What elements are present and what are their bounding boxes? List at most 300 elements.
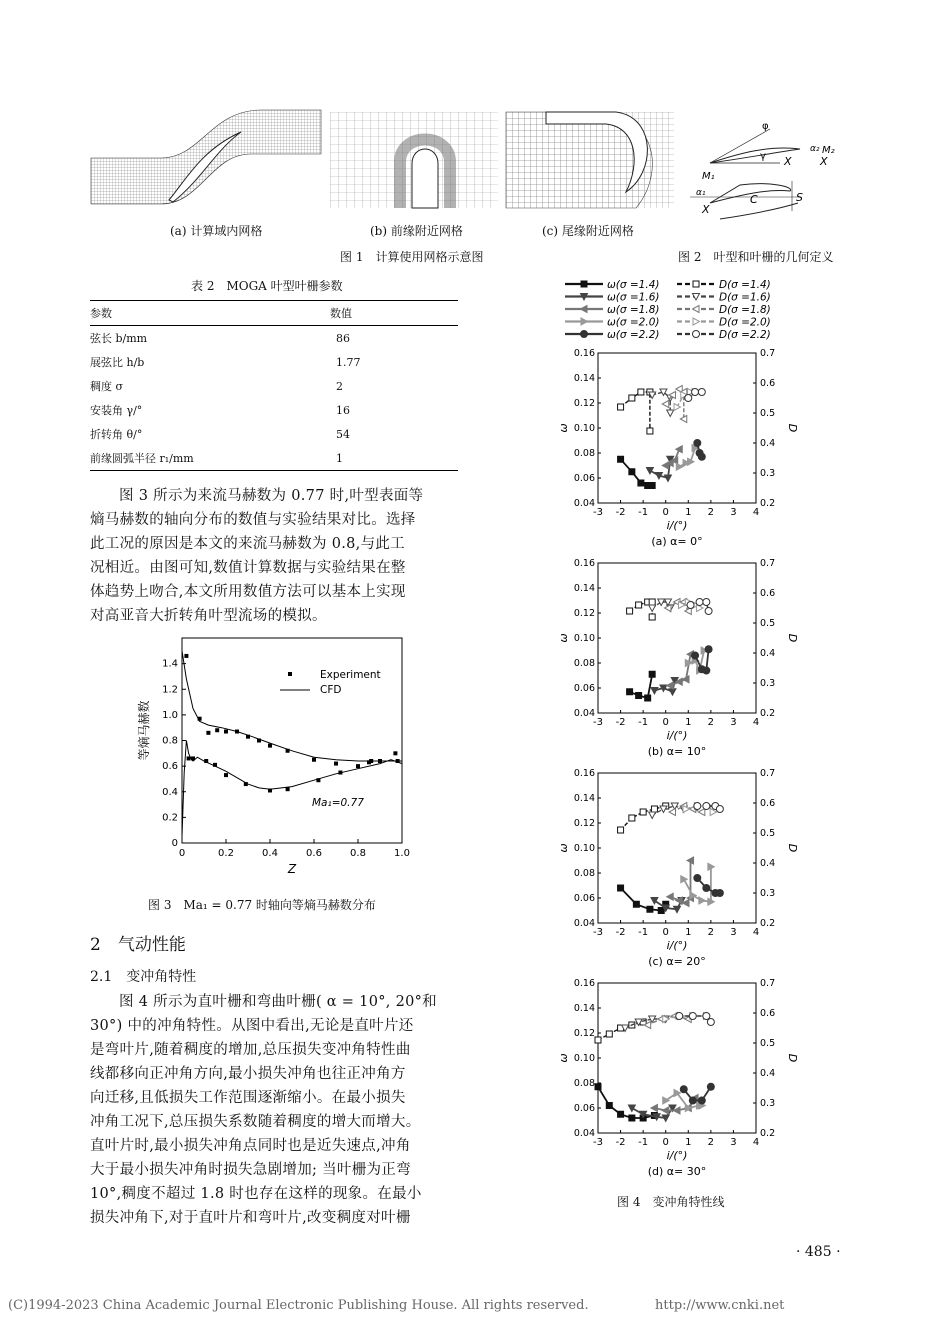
- fig4-x-tick-label: -2: [615, 507, 626, 518]
- paragraph-fig3-description: [90, 484, 462, 628]
- table2-header-value: 数值: [330, 307, 352, 320]
- fig4-legend-label: D(σ =1.4): [719, 279, 771, 291]
- fig4-x-tick-label: -1: [638, 927, 649, 938]
- fig1-mesh-domain: [91, 110, 321, 208]
- table2-value: 1: [336, 451, 343, 465]
- fig4-legend-label: D(σ =1.8): [719, 304, 771, 316]
- fig4-y-tick-label: 0.12: [573, 818, 595, 829]
- fig4-omega-point: [694, 875, 701, 882]
- fig4-y-tick-label: 0.12: [573, 1028, 595, 1039]
- fig3-y-tick-label: 0: [171, 838, 178, 849]
- fig4-x-tick-label: 0: [662, 927, 669, 938]
- fig4-D-point: [694, 803, 701, 810]
- text-line: 线都移向正冲角方向,最小损失冲角也往正冲角方: [90, 1066, 406, 1082]
- fig4-D-point: [618, 827, 624, 833]
- fig4-y-tick-label: 0.10: [573, 1053, 595, 1064]
- table2-value: 54: [336, 427, 350, 441]
- fig4-y2-axis-label: D: [786, 1053, 799, 1063]
- fig1-mesh-leading-edge-drawing: [330, 112, 498, 208]
- fig4-omega-point: [692, 652, 699, 659]
- fig3-x-tick-label: 0: [178, 848, 186, 859]
- fig4-panel-label: (b) α= 10°: [647, 745, 707, 758]
- fig4-y-tick-label: 0.06: [573, 893, 595, 904]
- fig4-omega-point: [647, 906, 653, 912]
- text-line: 是弯叶片,随着稠度的增加,总压损失变冲角特性曲: [90, 1042, 411, 1058]
- fig3-experiment-point: [356, 764, 360, 768]
- table2-header-param: 参数: [90, 307, 112, 320]
- fig4-omega-point: [681, 876, 688, 883]
- fig4-legend-label: ω(σ =1.4): [607, 279, 660, 291]
- section-2-1-title: 2.1 变冲角特性: [90, 969, 197, 985]
- fig4-omega-point: [629, 1115, 635, 1121]
- fig3-x-tick-label: 0.8: [350, 848, 366, 859]
- fig4-omega-point: [669, 689, 676, 696]
- fig4-omega-point: [633, 901, 639, 907]
- fig4-x-tick-label: 3: [730, 1137, 737, 1148]
- fig4-y-tick-label: 0.16: [573, 768, 595, 779]
- fig4-y-tick-label: 0.06: [573, 473, 595, 484]
- fig4-x-tick-label: 3: [730, 927, 737, 938]
- fig4-x-tick-label: -2: [615, 927, 626, 938]
- fig4-y-tick-label: 0.16: [573, 558, 595, 569]
- fig4-D-point: [703, 599, 710, 606]
- text-line: 图 4 所示为直叶栅和弯曲叶栅( α = 10°, 20°和: [119, 994, 437, 1010]
- table-row: [90, 398, 458, 422]
- fig3-cfd-line-2: [182, 741, 402, 837]
- fig4-x-tick-label: 4: [752, 927, 760, 938]
- footer-url: http://www.cnki.net: [655, 1298, 785, 1313]
- fig4-D-point: [676, 1013, 683, 1020]
- fig4-legend-label: D(σ =2.0): [719, 316, 771, 329]
- fig4-y-axis-label: ω: [557, 423, 570, 433]
- table2: [90, 300, 458, 471]
- fig4-x-tick-label: -2: [615, 717, 626, 728]
- fig4-D-point: [698, 389, 705, 396]
- fig4-x-tick-label: -3: [593, 1137, 603, 1148]
- fig4-omega-point: [618, 456, 624, 462]
- fig4-D-point: [618, 404, 624, 410]
- fig4-D-point: [667, 410, 674, 417]
- fig4-D-point: [716, 806, 723, 813]
- fig4-plot-frame: [598, 353, 756, 503]
- fig2-label-x2: X: [820, 155, 828, 168]
- table2-title: 表 2 MOGA 叶型叶栅参数: [191, 279, 343, 293]
- fig4-legend-label: D(σ =2.2): [719, 329, 771, 341]
- fig4-y-tick-label: 0.08: [573, 1078, 595, 1089]
- fig4-omega-point: [636, 693, 642, 699]
- text-line: 况相近。由图可知,数值计算数据与实验结果在整: [90, 560, 406, 576]
- fig4-y-tick-label: 0.14: [573, 373, 595, 384]
- fig4-y2-tick-label: 0.5: [760, 1038, 776, 1049]
- fig3-experiment-point: [184, 654, 188, 658]
- fig4-y2-tick-label: 0.6: [760, 1008, 776, 1019]
- fig4-x-tick-label: 1: [685, 1137, 692, 1148]
- table2-param: 展弦比 h/b: [90, 356, 145, 369]
- fig4-D-point: [669, 809, 676, 816]
- fig4-omega-point: [705, 646, 712, 653]
- fig2-label-s: S: [796, 191, 803, 204]
- fig3-x-axis-label: Z: [287, 862, 297, 876]
- fig3-x-tick-label: 0.4: [262, 848, 278, 859]
- fig4-y-tick-label: 0.10: [573, 843, 595, 854]
- fig4-x-tick-label: 3: [730, 507, 737, 518]
- fig3-x-tick-label: 0.6: [306, 848, 322, 859]
- fig3-annotation: Ma₁=0.77: [312, 797, 364, 809]
- fig4-x-axis-label: i/(°): [666, 729, 688, 742]
- fig4-D-point: [649, 605, 656, 612]
- fig4-D-point: [696, 599, 703, 606]
- fig4-y-axis-label: ω: [557, 1053, 570, 1063]
- fig4-y2-tick-label: 0.6: [760, 378, 776, 389]
- fig3-y-tick-label: 1.0: [162, 709, 178, 721]
- fig3-legend-marker: [288, 672, 292, 676]
- fig4-y-tick-label: 0.08: [573, 868, 595, 879]
- fig4-y2-tick-label: 0.4: [760, 1068, 776, 1079]
- fig1-sub-c-label: (c) 尾缘附近网格: [542, 224, 634, 238]
- fig4-legend-marker: [581, 318, 588, 325]
- fig4-y-tick-label: 0.14: [573, 793, 595, 804]
- fig3-y-axis-label: 等熵马赫数: [137, 700, 151, 761]
- fig1-mesh-leading-edge: [330, 112, 498, 208]
- fig4-D-point: [649, 812, 656, 819]
- fig4-x-tick-label: 1: [685, 717, 692, 728]
- fig3-experiment-point: [393, 751, 397, 755]
- fig4-y2-tick-label: 0.7: [760, 558, 776, 569]
- fig4-omega-point: [645, 695, 651, 701]
- fig4-y-tick-label: 0.06: [573, 1103, 595, 1114]
- fig3-x-tick-label: 1.0: [394, 848, 410, 859]
- fig4-omega-point: [649, 671, 655, 677]
- fig4-D-point: [606, 1031, 612, 1037]
- fig2-label-x3: X: [702, 203, 710, 216]
- fig3-experiment-point: [206, 731, 210, 735]
- table2-value: 16: [336, 403, 350, 417]
- table-row: [90, 350, 458, 374]
- fig4-D-point: [705, 608, 712, 615]
- fig4-omega-point: [629, 469, 635, 475]
- fig3-y-tick-label: 0.2: [162, 812, 178, 824]
- fig4-omega-point: [694, 440, 701, 447]
- table2-param: 稠度 σ: [90, 380, 124, 393]
- table2-param: 前缘圆弧半径 r₁/mm: [90, 452, 194, 465]
- fig4-y-axis-label: ω: [557, 843, 570, 853]
- fig4-omega-line: [621, 459, 653, 485]
- fig4-x-tick-label: 2: [707, 1137, 715, 1148]
- fig4-y2-tick-label: 0.7: [760, 978, 776, 989]
- fig4-panel-d: [555, 973, 799, 1183]
- fig4-D-point: [629, 815, 635, 821]
- fig4-omega-point: [689, 1097, 696, 1104]
- fig4-D-point: [595, 1037, 601, 1043]
- fig4-y2-axis-label: D: [786, 843, 799, 853]
- text-line: 对高亚音大折转角叶型流场的模拟。: [90, 608, 327, 624]
- fig3-experiment-point: [334, 762, 338, 766]
- fig4-legend-marker: [581, 306, 588, 313]
- fig4-x-tick-label: 2: [707, 717, 715, 728]
- fig4-y2-tick-label: 0.7: [760, 348, 776, 359]
- fig4-omega-point: [703, 885, 710, 892]
- fig4-omega-point: [628, 1105, 635, 1112]
- fig4-D-point: [703, 1013, 710, 1020]
- table2-param: 安装角 γ/°: [90, 404, 143, 417]
- fig4-x-tick-label: -1: [638, 717, 649, 728]
- fig4-y-tick-label: 0.14: [573, 1003, 595, 1014]
- fig4-y-tick-label: 0.14: [573, 583, 595, 594]
- fig4-panel-label: (c) α= 20°: [648, 955, 706, 968]
- fig4-legend-marker: [693, 281, 699, 287]
- fig1-mesh-trailing-edge: [506, 112, 674, 208]
- fig2-label-m1: M₁: [702, 171, 715, 182]
- text-line: 冲角工况下,总压损失系数随着稠度的增大而增大。: [90, 1114, 421, 1130]
- fig4-y-axis-label: ω: [557, 633, 570, 643]
- table2-value: 86: [336, 331, 350, 345]
- table2-param: 折转角 θ/°: [90, 428, 143, 441]
- fig4-x-axis-label: i/(°): [666, 939, 688, 952]
- fig4-D-point: [640, 809, 646, 815]
- section-2-title: 2 气动性能: [90, 935, 186, 955]
- text-line: 损失冲角下,对于直叶片和弯叶片,改变稠度对叶栅: [90, 1210, 411, 1226]
- fig4-x-axis-label: i/(°): [666, 1149, 688, 1162]
- fig4-omega-point: [658, 908, 664, 914]
- fig4-y2-tick-label: 0.6: [760, 798, 776, 809]
- fig3-cfd-line-1: [182, 651, 402, 761]
- fig4-y-tick-label: 0.04: [573, 708, 595, 719]
- fig4-x-tick-label: 0: [662, 507, 669, 518]
- fig4-y2-tick-label: 0.4: [760, 648, 776, 659]
- fig3-x-tick-label: 0.2: [218, 848, 234, 859]
- fig3-legend-cfd: CFD: [320, 684, 342, 696]
- fig2-label-c: C: [750, 193, 758, 206]
- fig4-omega-point: [676, 463, 683, 470]
- fig4-y-tick-label: 0.06: [573, 683, 595, 694]
- table2-header-row: [90, 301, 458, 325]
- fig4-legend-marker: [693, 306, 700, 313]
- fig2-geometry-diagram: [680, 115, 840, 225]
- fig4-x-tick-label: 0: [662, 717, 669, 728]
- text-line: 30°) 中的冲角特性。从图中看出,无论是直叶片还: [90, 1018, 414, 1034]
- fig4-panel-a: [555, 343, 799, 553]
- fig4-y2-tick-label: 0.6: [760, 588, 776, 599]
- fig4-legend: [565, 277, 805, 343]
- fig2-label-m2: M₂: [822, 145, 835, 156]
- fig4-D-point: [692, 389, 699, 396]
- text-line: 此工况的原因是本文的来流马赫数为 0.8,与此工: [90, 536, 405, 552]
- fig4-y-tick-label: 0.04: [573, 1128, 595, 1139]
- fig4-D-point: [685, 395, 692, 402]
- fig3-y-tick-label: 1.4: [162, 658, 178, 670]
- fig4-omega-point: [716, 890, 723, 897]
- fig4-y2-tick-label: 0.5: [760, 828, 776, 839]
- fig4-y-tick-label: 0.04: [573, 498, 595, 509]
- fig4-D-point: [649, 599, 655, 605]
- fig3-y-tick-label: 0.4: [162, 786, 178, 798]
- fig4-y2-tick-label: 0.2: [760, 498, 776, 509]
- fig4-D-point: [689, 1013, 696, 1020]
- fig4-omega-point: [699, 897, 706, 904]
- fig4-D-point: [636, 602, 642, 608]
- table-row: [90, 374, 458, 398]
- fig4-y-tick-label: 0.08: [573, 658, 595, 669]
- fig4-legend-marker: [693, 331, 700, 338]
- fig4-D-point: [651, 806, 657, 812]
- fig1-mesh-domain-drawing: [91, 110, 321, 208]
- table2-value: 2: [336, 379, 343, 393]
- fig4-D-point: [687, 602, 694, 609]
- fig4-legend-label: ω(σ =2.0): [607, 316, 660, 329]
- fig2-label-phi: φ: [762, 121, 769, 132]
- fig4-legend-marker: [693, 318, 700, 325]
- paragraph-incidence: [90, 990, 462, 1230]
- fig4-x-tick-label: 1: [685, 927, 692, 938]
- fig4-x-tick-label: -3: [593, 507, 603, 518]
- text-line: 体趋势上吻合,本文所用数值方法可以基本上实现: [90, 584, 406, 600]
- fig4-y-tick-label: 0.10: [573, 633, 595, 644]
- fig4-y2-tick-label: 0.5: [760, 618, 776, 629]
- footer-copyright: (C)1994-2023 China Academic Journal Electronic Publishing House. All rights reserved.: [8, 1298, 589, 1313]
- fig4-y-tick-label: 0.16: [573, 978, 595, 989]
- fig4-legend-marker: [581, 281, 587, 287]
- table-row: [90, 326, 458, 350]
- fig4-D-point: [703, 803, 710, 810]
- fig4-legend-label: ω(σ =1.8): [607, 304, 660, 316]
- fig4-legend-label: D(σ =1.6): [719, 291, 771, 304]
- fig4-y2-tick-label: 0.2: [760, 918, 776, 929]
- fig4-panel-b: [555, 553, 799, 763]
- fig4-D-point: [674, 404, 681, 411]
- fig4-x-tick-label: 4: [752, 507, 760, 518]
- text-line: 熵马赫数的轴向分布的数值与实验结果对比。选择: [90, 512, 416, 528]
- fig2-label-alpha1: α₁: [696, 188, 706, 198]
- fig4-y2-tick-label: 0.2: [760, 1128, 776, 1139]
- fig4-plot-frame: [598, 563, 756, 713]
- fig4-omega-point: [606, 1103, 612, 1109]
- fig3-caption: 图 3 Ma₁ = 0.77 时轴向等熵马赫数分布: [148, 898, 376, 912]
- fig4-x-tick-label: 2: [707, 507, 715, 518]
- table2-grid: [90, 301, 458, 325]
- fig4-omega-point: [638, 480, 644, 486]
- fig4-D-point: [662, 401, 669, 408]
- fig4-y-tick-label: 0.10: [573, 423, 595, 434]
- fig4-D-point: [698, 809, 705, 816]
- text-line: 图 3 所示为来流马赫数为 0.77 时,叶型表面等: [119, 488, 424, 504]
- fig1-caption: 图 1 计算使用网格示意图: [340, 250, 484, 264]
- page-number: · 485 ·: [796, 1244, 841, 1260]
- fig4-x-tick-label: 1: [685, 507, 692, 518]
- table2-param: 弦长 b/mm: [90, 332, 148, 345]
- fig4-y-tick-label: 0.12: [573, 398, 595, 409]
- fig2-label-alpha2: α₂: [810, 144, 820, 154]
- fig4-omega-point: [698, 453, 705, 460]
- fig4-omega-point: [698, 1097, 705, 1104]
- fig4-panel-label: (d) α= 30°: [647, 1165, 707, 1178]
- fig4-x-tick-label: -3: [593, 717, 603, 728]
- fig4-caption: 图 4 变冲角特性线: [617, 1195, 725, 1209]
- fig4-y-tick-label: 0.04: [573, 918, 595, 929]
- fig4-omega-point: [667, 682, 674, 689]
- fig2-label-x1: X: [784, 155, 792, 168]
- fig4-x-tick-label: 3: [730, 717, 737, 728]
- fig3-experiment-point: [312, 758, 316, 762]
- fig4-y-tick-label: 0.12: [573, 608, 595, 619]
- fig4-D-point: [647, 428, 653, 434]
- fig4-y-tick-label: 0.16: [573, 348, 595, 359]
- fig4-y2-tick-label: 0.4: [760, 858, 776, 869]
- fig4-omega-point: [667, 893, 674, 900]
- fig3-y-tick-label: 1.2: [162, 684, 178, 696]
- fig4-x-tick-label: 2: [707, 927, 715, 938]
- fig4-x-tick-label: -1: [638, 1137, 649, 1148]
- fig4-y2-tick-label: 0.3: [760, 1098, 776, 1109]
- fig4-panel-c: [555, 763, 799, 973]
- table-row: [90, 446, 458, 470]
- fig4-omega-point: [618, 885, 624, 891]
- fig4-omega-point: [618, 1111, 624, 1117]
- fig2-caption: 图 2 叶型和叶栅的几何定义: [678, 250, 834, 264]
- fig1-mesh-trailing-edge-drawing: [506, 112, 674, 208]
- fig4-omega-point: [707, 1083, 714, 1090]
- fig4-D-point: [629, 395, 635, 401]
- fig4-y2-tick-label: 0.3: [760, 888, 776, 899]
- fig3-y-tick-label: 0.8: [162, 735, 178, 747]
- fig4-omega-point: [651, 1105, 658, 1112]
- fig4-omega-point: [595, 1084, 601, 1090]
- fig4-y2-axis-label: D: [786, 633, 799, 643]
- fig4-x-axis-label: i/(°): [666, 519, 688, 532]
- fig4-x-tick-label: -3: [593, 927, 603, 938]
- fig3-experiment-point: [224, 730, 228, 734]
- fig4-omega-point: [662, 1107, 669, 1114]
- fig4-y2-axis-label: D: [786, 423, 799, 433]
- fig4-D-point: [638, 389, 644, 395]
- fig4-D-point: [627, 608, 633, 614]
- fig4-omega-point: [649, 483, 655, 489]
- fig4-y2-tick-label: 0.2: [760, 708, 776, 719]
- fig4-omega-point: [680, 1086, 687, 1093]
- fig4-legend-marker: [581, 331, 588, 338]
- fig4-y2-tick-label: 0.4: [760, 438, 776, 449]
- fig4-omega-point: [627, 689, 633, 695]
- table-row: [90, 422, 458, 446]
- fig4-y2-tick-label: 0.7: [760, 768, 776, 779]
- fig3-chart: [120, 630, 420, 885]
- fig4-y-tick-label: 0.08: [573, 448, 595, 459]
- fig4-legend-label: ω(σ =2.2): [607, 329, 660, 341]
- fig3-experiment-point: [224, 773, 228, 777]
- fig4-omega-point: [646, 468, 653, 475]
- fig2-label-gamma: γ: [760, 151, 766, 162]
- text-line: 大于最小损失冲角时损失急剧增加; 当叶栅为正弯: [90, 1162, 411, 1178]
- fig3-experiment-point: [268, 744, 272, 748]
- text-line: 10°,稠度不超过 1.8 时也存在这样的现象。在最小: [90, 1186, 422, 1202]
- fig4-y2-tick-label: 0.3: [760, 468, 776, 479]
- fig1-sub-b-label: (b) 前缘附近网格: [370, 224, 463, 238]
- text-line: 直叶片时,最小损失冲角点同时也是近失速点,冲角: [90, 1138, 411, 1154]
- fig3-experiment-point: [215, 728, 219, 732]
- text-line: 向迁移,且低损失工作范围逐渐缩小。在最小损失: [90, 1090, 406, 1106]
- fig4-x-tick-label: 4: [752, 1137, 760, 1148]
- fig4-legend-label: ω(σ =1.6): [607, 291, 660, 304]
- fig3-legend-experiment: Experiment: [320, 669, 381, 681]
- fig3-y-tick-label: 0.6: [162, 761, 178, 773]
- fig4-x-tick-label: -2: [615, 1137, 626, 1148]
- fig4-x-tick-label: 0: [662, 1137, 669, 1148]
- fig4-y2-tick-label: 0.3: [760, 678, 776, 689]
- fig4-x-tick-label: -1: [638, 507, 649, 518]
- fig4-y2-tick-label: 0.5: [760, 408, 776, 419]
- table2-value: 1.77: [336, 355, 361, 369]
- fig4-panel-label: (a) α= 0°: [651, 535, 703, 548]
- fig4-D-point: [707, 1019, 714, 1026]
